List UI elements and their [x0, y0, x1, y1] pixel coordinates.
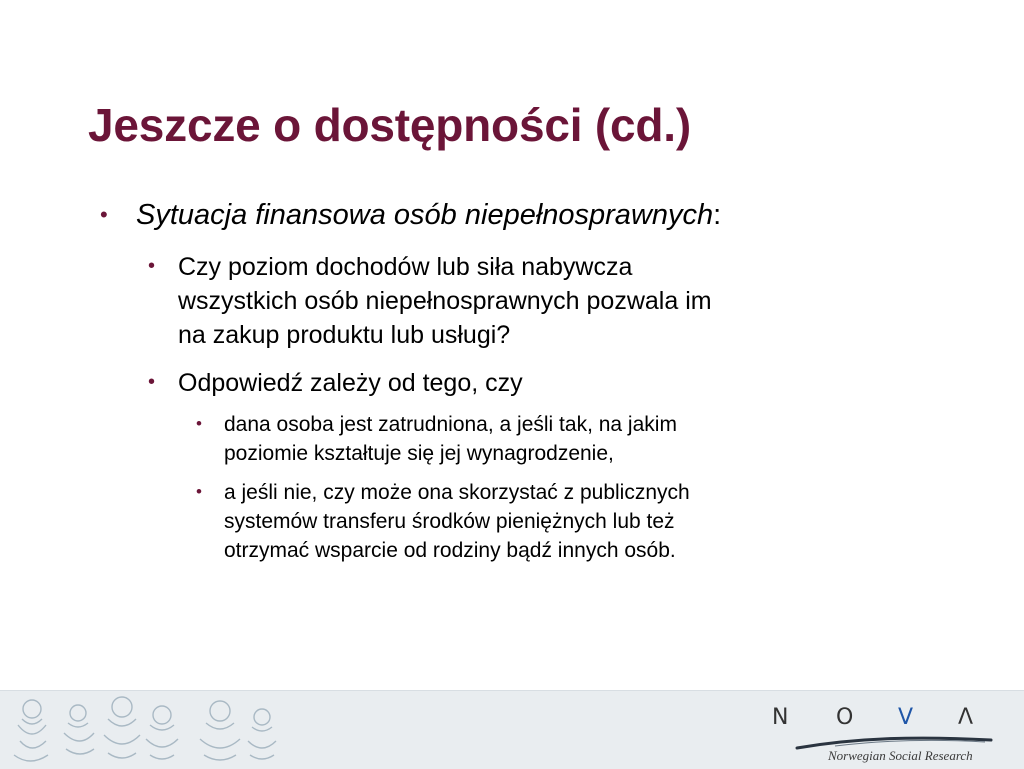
logo-subtitle: Norwegian Social Research: [828, 748, 973, 763]
text-line: Czy poziom dochodów lub siła nabywcza: [178, 253, 633, 281]
bullet-level1-text: [136, 198, 721, 232]
bullet-dot: •: [148, 255, 156, 277]
bullet-level1-italic: Sytuacja finansowa osób niepełnosprawnych: [136, 199, 714, 231]
bullet-dot: •: [100, 202, 108, 227]
text-line: dana osoba jest zatrudniona, a jeśli tak, na jakim: [224, 413, 677, 436]
logo-letter: V: [898, 705, 914, 730]
classical-figures-illustration: [0, 691, 300, 769]
bullet-level2-a-text: [178, 250, 712, 352]
bullet-level3-b-text: [224, 478, 690, 565]
bullet-level2-b-text: [178, 366, 523, 400]
bullet-level3-a-text: [224, 410, 677, 468]
logo-letter: N: [772, 705, 789, 730]
bullet-dot: •: [196, 414, 202, 433]
logo-letter: O: [836, 705, 854, 730]
text-line: systemów transferu środków pieniężnych lub też: [224, 510, 675, 533]
bullet-level1-tail: :: [713, 199, 722, 231]
bullet-dot: •: [196, 482, 202, 501]
text-line: otrzymać wsparcie od rodziny bądź innych osób.: [224, 539, 676, 562]
text-line: Odpowiedź zależy od tego, czy: [178, 369, 523, 397]
text-line: a jeśli nie, czy może ona skorzystać z publicznych: [224, 481, 690, 504]
bullet-dot: •: [148, 371, 156, 393]
text-line: poziomie kształtuje się jej wynagrodzenie,: [224, 442, 614, 465]
slide-title: Jeszcze o dostępności (cd.): [88, 99, 691, 151]
logo-letter: Λ: [958, 705, 974, 730]
text-line: na zakup produktu lub usługi?: [178, 321, 511, 349]
text-line: wszystkich osób niepełnosprawnych pozwala im: [178, 287, 712, 315]
